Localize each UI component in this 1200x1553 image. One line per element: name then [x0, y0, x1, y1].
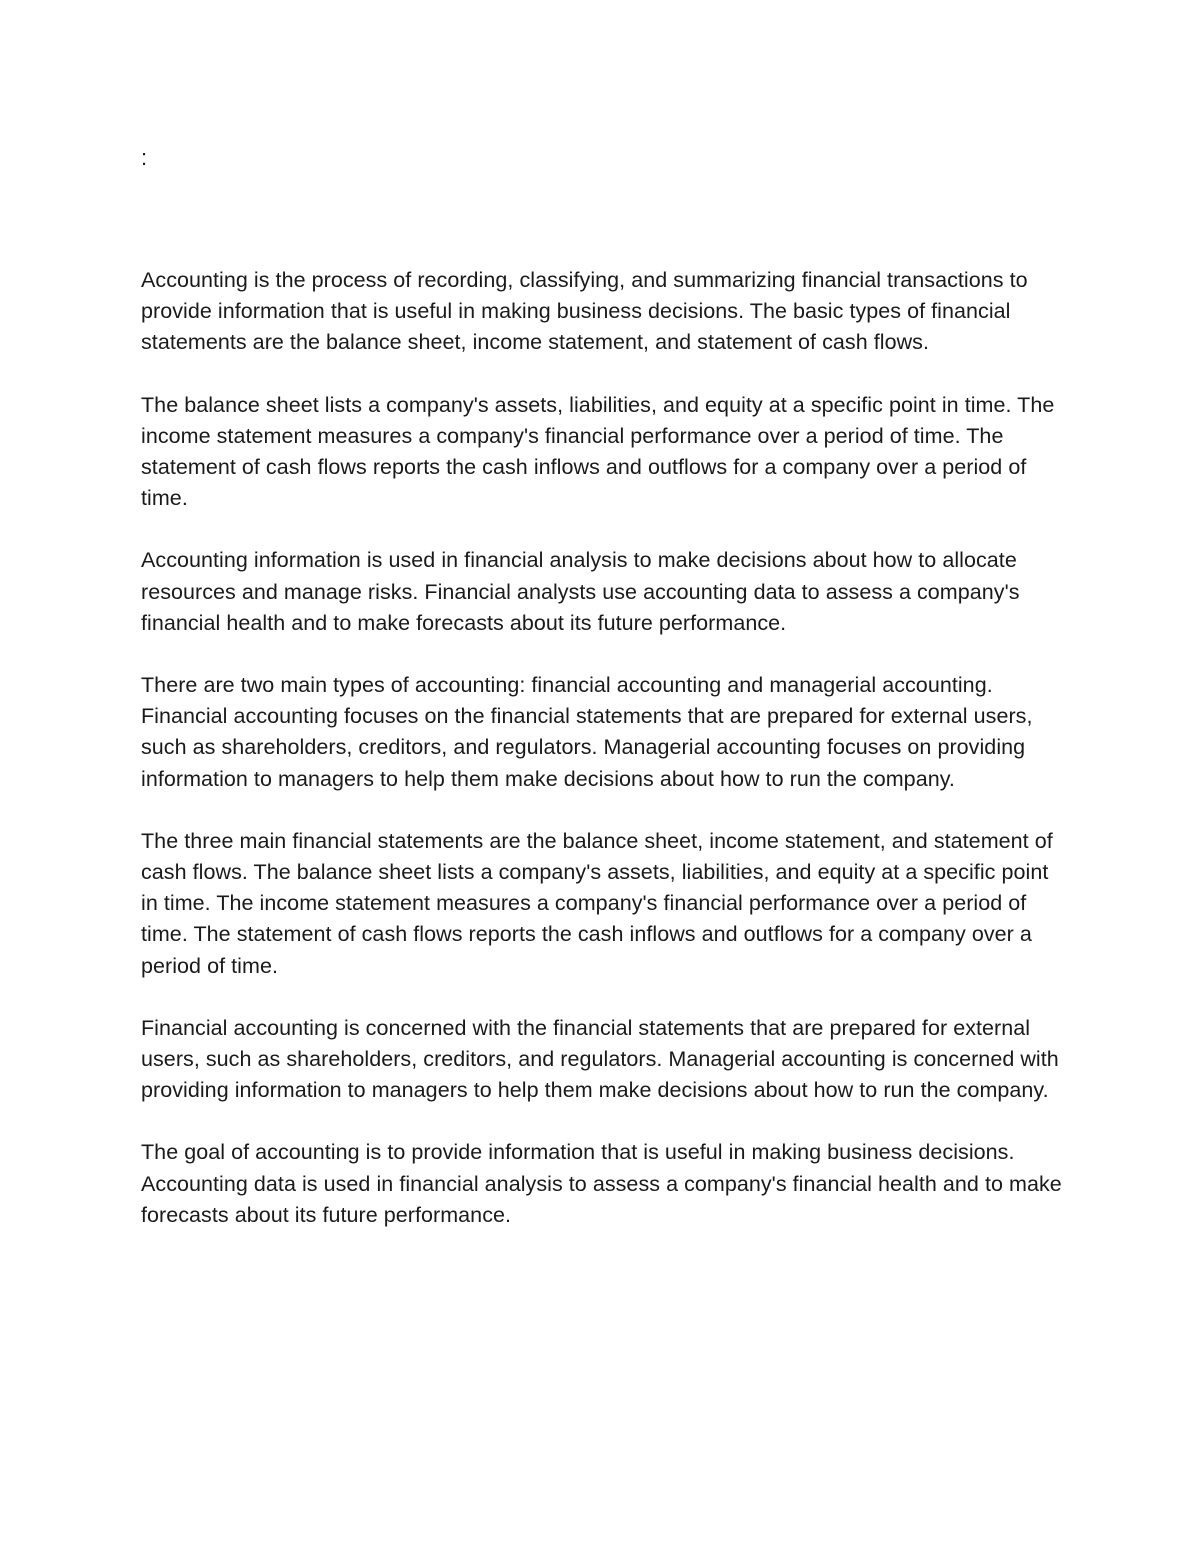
paragraph-goal-of-accounting: The goal of accounting is to provide information that is useful in making business decisions. Accounting data is used in financial analysis to assess a company's financial health and to make forecasts about its future performance.: [141, 1140, 1062, 1227]
paragraph-types-of-accounting: There are two main types of accounting: financial accounting and managerial accounting. Financial accounting focuses on the financial statements that are prepared for external users, such as shareholders, creditors, and regulators. Managerial accounting focuses on providing information to managers to help them make decisions about how to run the company.: [141, 673, 1033, 791]
paragraph-financial-analysis: Accounting information is used in financial analysis to make decisions about how to allocate resources and manage risks. Financial analysts use accounting data to assess a company's financial health and to make forecasts about its future performance.: [141, 548, 1020, 635]
paragraph-three-statements: The three main financial statements are the balance sheet, income statement, and statement of cash flows. The balance sheet lists a company's assets, liabilities, and equity at a specific point in time. The income statement measures a company's financial performance over a period of time. The statement of cash flows reports the cash inflows and outflows for a company over a period of time.: [141, 828, 1053, 978]
paragraph-accounting-definition: Accounting is the process of recording, classifying, and summarizing financial transactions to provide information that is useful in making business decisions. The basic types of financial statements are the balance sheet, income statement, and statement of cash flows.: [141, 268, 1028, 355]
document-body: [141, 265, 1071, 1262]
heading-marker: :: [141, 145, 148, 170]
paragraph-financial-vs-managerial: Financial accounting is concerned with the financial statements that are prepared for external users, such as shareholders, creditors, and regulators. Managerial accounting is concerned with providing information to managers to help them make decisions about how to run the company.: [141, 1015, 1059, 1103]
paragraph-balance-sheet: The balance sheet lists a company's assets, liabilities, and equity at a specific point in time. The income statement measures a company's financial performance over a period of time. The statement of cash flows reports the cash inflows and outflows for a company over a period of time.: [141, 392, 1055, 511]
